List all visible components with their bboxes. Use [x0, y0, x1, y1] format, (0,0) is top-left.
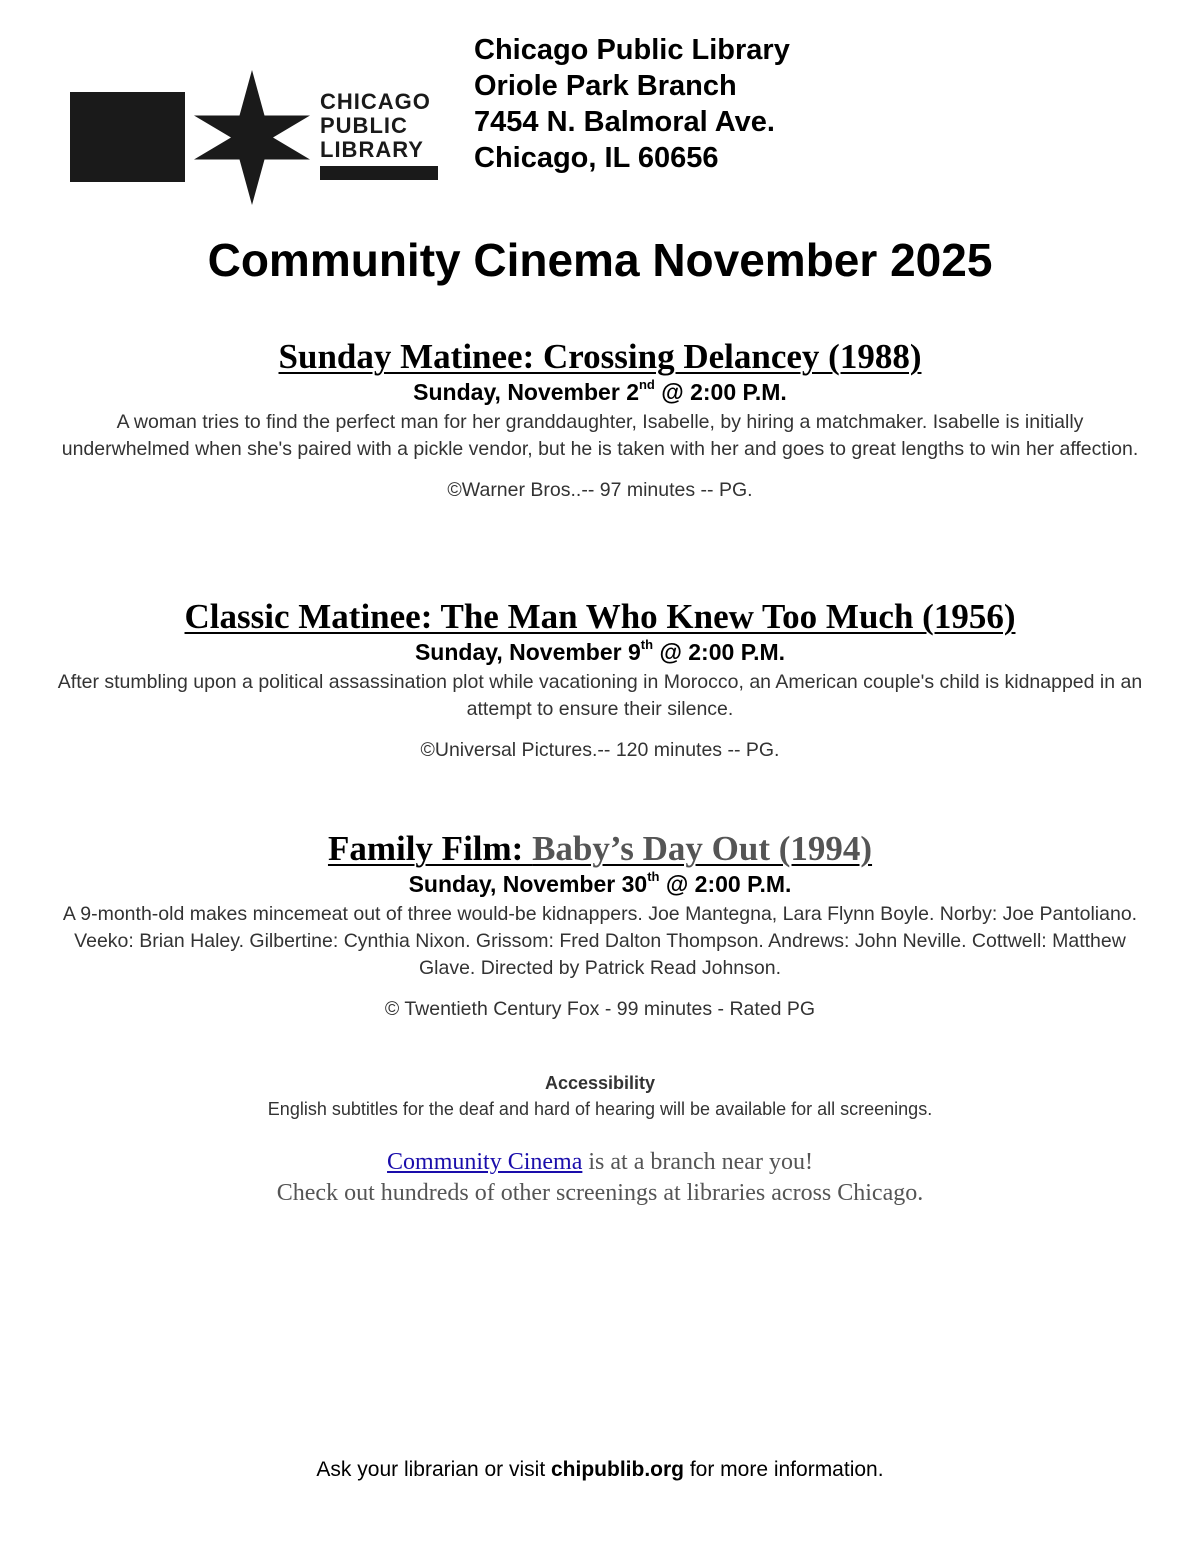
event-date-day: Sunday, November 2 — [413, 379, 639, 405]
event-1 — [0, 337, 1200, 504]
accessibility-heading: Accessibility — [544, 1073, 656, 1093]
footer-prefix: Ask your librarian or visit — [316, 1458, 551, 1481]
event-meta: ©Universal Pictures.-- 120 minutes -- PG. — [420, 739, 780, 761]
logo-square — [70, 92, 185, 182]
event-date-day: Sunday, November 30 — [408, 871, 648, 897]
accessibility-text: English subtitles for the deaf and hard of hearing will be available for all screenings. — [267, 1099, 933, 1119]
address-line-4: Chicago, IL 60656 — [474, 142, 719, 174]
event-title — [0, 829, 1200, 869]
event-date-day: Sunday, November 9 — [414, 639, 641, 665]
promo-line-1-rest: is at a branch near you! — [582, 1149, 813, 1175]
event-date-suffix: th — [640, 637, 654, 652]
event-meta: © Twentieth Century Fox - 99 minutes - Rated PG — [384, 998, 816, 1020]
community-cinema-link[interactable]: Community Cinema — [387, 1149, 583, 1175]
event-title-film: Baby’s Day Out (1994) — [532, 829, 873, 868]
promo-line-2: Check out hundreds of other screenings at libraries across Chicago. — [276, 1180, 924, 1206]
event-date-suffix: th — [647, 869, 660, 884]
address-line-3: 7454 N. Balmoral Ave. — [474, 106, 775, 138]
event-description: A 9-month-old makes mincemeat out of three would-be kidnappers. Joe Mantegna, Lara Flynn Boyle. Norby: Joe Pantoliano. Veeko: Brian Haley. Gilbertine: Cynthia Nixon. Grissom: Fred Dalton Thompson. Andrews: John Neville. Cottwell: Matthew Glave. Directed by Patrick Read Johnson. — [62, 903, 1138, 979]
footer-suffix: for more information. — [683, 1458, 884, 1481]
event-date — [0, 637, 1200, 667]
event-title-category: Family Film: — [327, 829, 533, 868]
branch-address — [474, 32, 790, 176]
logo-line-3: LIBRARY — [320, 137, 424, 162]
logo-graphic — [70, 70, 320, 205]
footer — [0, 1456, 1200, 1484]
event-3 — [0, 829, 1200, 1023]
promo-line-1 — [0, 1147, 1200, 1178]
logo-line-2: PUBLIC — [320, 113, 408, 138]
address-line-1: Chicago Public Library — [474, 34, 790, 66]
library-logo — [70, 70, 440, 205]
event-description: A woman tries to find the perfect man for her granddaughter, Isabelle, by hiring a matchmaker. Isabelle is initially underwhelmed when she's paired with a pickle vendor, but he is taken with her and goes to great lengths to win her affection. — [61, 411, 1139, 460]
event-title: Sunday Matinee: Crossing Delancey (1988) — [278, 337, 922, 376]
event-date-time: @ 2:00 P.M. — [659, 871, 792, 897]
event-2 — [0, 597, 1200, 764]
event-date — [0, 869, 1200, 899]
event-date — [0, 377, 1200, 407]
event-date-suffix: nd — [638, 377, 655, 392]
logo-wordmark — [320, 90, 431, 162]
event-meta: ©Warner Bros..-- 97 minutes -- PG. — [447, 479, 753, 501]
page-title: Community Cinema November 2025 — [207, 234, 993, 286]
logo-bar — [320, 166, 438, 180]
logo-line-1: CHICAGO — [320, 89, 431, 114]
event-title: Classic Matinee: The Man Who Knew Too Much (1956) — [184, 597, 1016, 636]
address-line-2: Oriole Park Branch — [474, 70, 737, 102]
event-date-time: @ 2:00 P.M. — [653, 639, 786, 665]
footer-site: chipublib.org — [551, 1458, 684, 1481]
event-date-time: @ 2:00 P.M. — [654, 379, 787, 405]
promo-section — [0, 1147, 1200, 1209]
event-description: After stumbling upon a political assassination plot while vacationing in Morocco, an American couple's child is kidnapped in an attempt to ensure their silence. — [57, 671, 1143, 720]
accessibility-section — [0, 1070, 1200, 1122]
six-point-star-icon — [194, 70, 310, 205]
